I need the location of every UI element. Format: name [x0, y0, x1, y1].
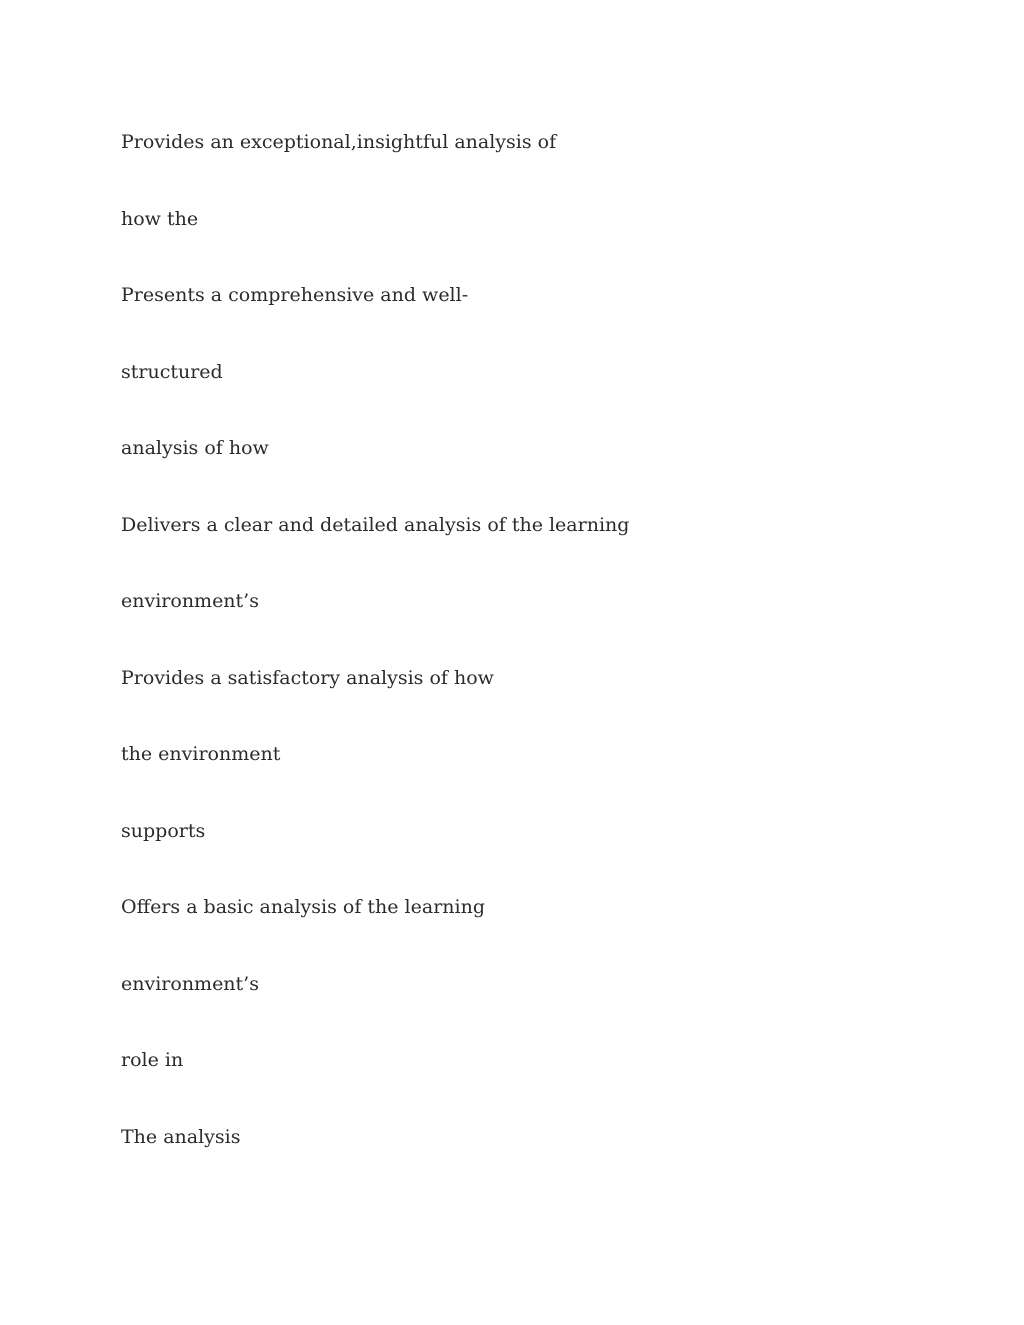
text-line: structured [121, 360, 223, 383]
text-line: Provides an exceptional,insightful analysis of [121, 131, 557, 153]
text-line: Provides a satisfactory analysis of how [121, 666, 494, 689]
text-line: analysis of how [121, 437, 269, 459]
text-line: Presents a comprehensive and well- [121, 284, 469, 306]
text-line: role in [121, 1049, 184, 1071]
text-column [121, 128, 941, 1199]
text-line: environment’s [121, 972, 259, 995]
text-line: how the [121, 207, 199, 230]
text-line: supports [121, 819, 206, 842]
text-line: environment’s [121, 590, 259, 612]
text-line: Delivers a clear and detailed analysis of the learning [121, 513, 630, 536]
text-line: the environment [121, 743, 281, 765]
text-line: The analysis [121, 1125, 241, 1148]
text-line: Offers a basic analysis of the learning [121, 896, 485, 918]
